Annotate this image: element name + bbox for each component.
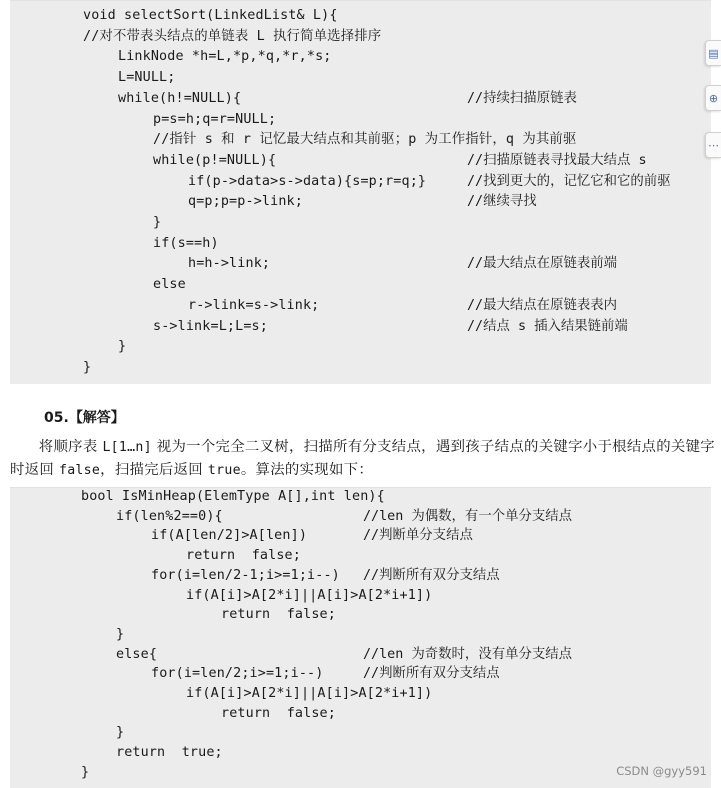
code-line: //指针 s 和 r 记忆最大结点和其前驱；p 为工作指针，q 为其前驱 [153,132,577,148]
code-line: while(h!=NULL){ [118,90,242,106]
code-comment: //持续扫描原链表 [467,90,577,106]
code-line: else{ [116,646,158,662]
code-line: bool IsMinHeap(ElemType A[],int len){ [81,489,385,504]
paragraph-text: ，扫描完后返回 [100,462,208,478]
code-line: h=h->link; [188,256,271,272]
answer-paragraph [10,436,716,482]
code-comment: //扫描原链表寻找最大结点 s [467,152,647,168]
code-line: for(i=len/2-1;i>=1;i--) [151,567,340,583]
more-icon[interactable]: ⋯ [705,132,721,158]
code-line: } [153,215,162,230]
code-line: L=NULL; [118,70,176,86]
code-line: s->link=L;L=s; [153,318,268,334]
plus-circle-icon[interactable]: ⊕ [705,85,721,111]
inline-code: true [207,463,241,478]
code-comment: //len 为奇数时，没有单分支结点 [363,646,573,662]
code-comment: //判断所有双分支结点 [363,567,500,583]
code-line: //对不带表头结点的单链表 L 执行简单选择排序 [83,28,382,44]
code-line: LinkNode *h=L,*p,*q,*r,*s; [118,49,332,65]
document-icon[interactable]: ▤ [705,40,721,66]
code-line: while(p!=NULL){ [153,152,277,168]
inline-code: L[1…n] [102,440,152,455]
code-line: } [83,359,92,375]
code-line: return false; [221,705,336,721]
code-line: if(A[len/2]>A[len]) [151,528,308,544]
paragraph-text: 视为一个完全二叉树，扫描所有分支结点，遇到孩子结点的关键字小于根结点的关键字时返回 [10,439,715,478]
paragraph-text: 将顺序表 [38,439,103,455]
code-line: for(i=len/2;i>=1;i--) [151,666,324,682]
inline-code: false [58,463,101,478]
code-comment: //继续寻找 [467,194,537,210]
code-line: return true; [116,745,223,761]
code-line: q=p;p=p->link; [188,194,303,210]
code-comment: //结点 s 插入结果链前端 [467,318,628,334]
code-comment: //len 为偶数，有一个单分支结点 [363,508,573,524]
code-line: return false; [221,607,336,623]
code-line: if(p->data>s->data){s=p;r=q;} [188,173,427,189]
code-block-select-sort [10,0,711,384]
code-comment: //判断所有双分支结点 [363,666,500,682]
section-heading [44,407,125,427]
code-line: if(len%2==0){ [116,508,223,524]
code-line: } [116,626,125,642]
code-line: if(A[i]>A[2*i]||A[i]>A[2*i+1]) [186,587,433,603]
code-line: } [118,339,127,355]
code-line: return false; [186,548,301,564]
section-number: 05. [44,410,69,426]
code-comment: //找到更大的，记忆它和它的前驱 [467,173,671,189]
code-line: } [81,764,90,780]
section-title: 【解答】 [68,410,125,426]
paragraph-text: 。算法的实现如下： [240,462,374,478]
code-line: } [116,725,125,741]
code-block-is-min-heap [10,487,711,788]
watermark: CSDN @gyy591 [616,764,707,778]
code-line: if(A[i]>A[2*i]||A[i]>A[2*i+1]) [186,686,433,701]
code-line: p=s=h;q=r=NULL; [153,111,277,127]
code-comment: //判断单分支结点 [363,528,473,544]
code-line: if(s==h) [153,235,219,251]
code-line: r->link=s->link; [188,297,320,313]
code-line: else [153,277,186,293]
code-comment: //最大结点在原链表前端 [467,256,618,272]
code-comment: //最大结点在原链表表内 [467,297,618,313]
code-line: void selectSort(LinkedList& L){ [83,8,338,23]
